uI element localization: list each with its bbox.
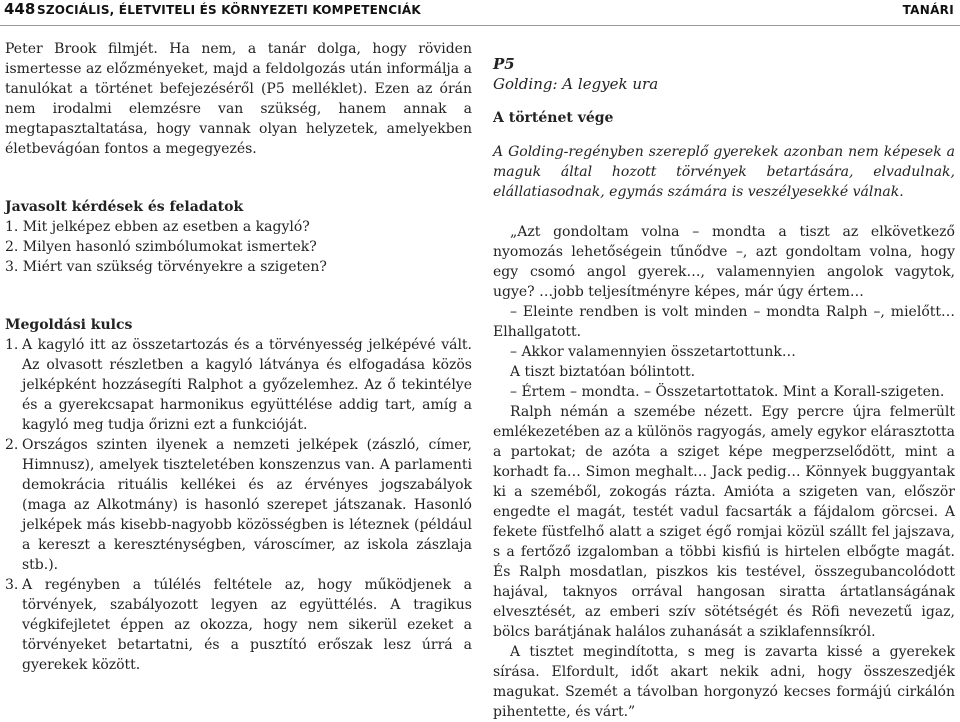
audience-label: TANÁRI (902, 3, 954, 17)
list-item: 3. Miért van szükség törvényekre a szigeten? (5, 259, 327, 275)
appendix-subtitle: A történet vége (493, 110, 614, 126)
story-paragraph: Ralph némán a szemébe nézett. Egy percre újra felmerült emlékezetében az a különös ragyogás, amely egykor elárasztotta a partokat; de azóta a sziget képe megperzselődött, mint a korhadt fa… Simon meghalt… Jack pedig… Könnyek buggyantak ki a szeméből, zokogás rázta. Amióta a szigeten van, először engedte el magát, testét vadul facsarták a fájdalom görcsei. A fekete füstfelhő alatt a sziget égő romjai közül szállt fel jajszava, s a fertőző izgalomban a többi kisfiú is hirtelen elbőgte magát. És Ralph mosdatlan, piszkos kis testével, összegubancolódott hajával, taknyos orrával hangosan siratta ártatlanságának elvesztését, az emberi szív sötétségét és Röfi nevezetű igaz, bölcs barátjának halálos zuhanását a sziklafennsíkról. (493, 404, 955, 640)
page-header (0, 0, 960, 26)
solutions-heading: Megoldási kulcs (5, 317, 133, 333)
item-text: A kagyló itt az összetartozás és a törvényesség jelképévé vált. Az olvasott részletben a kagyló látványa és elfogadása közös jelképként hozzásegíti Ralphot a győzelemhez. Az ő tekintélye és a gyerekcsapat harmonikus együttélése addig tart, amíg a kagyló meg tudja őrizni ezt a funkcióját. (22, 337, 472, 433)
section-title: SZOCIÁLIS, ÉLETVITELI ÉS KÖRNYEZETI KOMPETENCIÁK (37, 3, 421, 17)
item-number: 1. (5, 337, 19, 353)
intro-paragraph: Peter Brook filmjét. Ha nem, a tanár dolga, hogy röviden ismertesse az előzményeket, majd a feldolgozás után informálja a tanulókat a történet befejezéséről (P5 melléklet). Ezen az órán nem irodalmi elemzésre van szükség, hanem annak a megtapasztaltatása, hogy vannak olyan helyzetek, amelyekben életbevágóan fontos a megegyezés. (5, 41, 472, 157)
item-text: Országos szinten ilyenek a nemzeti jelképek (zászló, címer, Himnusz), amelyek tiszteletében konszenzus van. A parlamenti demokrácia rituális kellékei és az érvényes jogszabályok (maga az Alkotmány) is hasonló szerepet játszanak. Hasonló jelképek más kisebb-nagyobb közösségben is léteznek (például a kereszt a kereszténységben, városcímer, az iskola zászlaja stb.). (22, 437, 472, 573)
item-number: 2. (5, 437, 19, 453)
page-number: 448 (4, 0, 36, 18)
questions-heading: Javasolt kérdések és feladatok (5, 199, 244, 215)
story-paragraph: A tisztet megindította, s meg is zavarta kissé a gyerekek sírása. Elfordult, időt akart nekik adni, hogy összeszedjék magukat. Szemét a távolban horgonyzó kecses formájú cirkálón pihentette, és várt.” (493, 644, 955, 720)
appendix-title: Golding: A legyek ura (493, 75, 659, 93)
story-paragraph: A tiszt biztatóan bólintott. (510, 364, 696, 380)
list-item: 1. Mit jelképez ebben az esetben a kagyló? (5, 219, 310, 235)
item-number: 3. (5, 577, 19, 593)
story-paragraph: – Akkor valamennyien összetartottunk… (510, 344, 796, 360)
list-item: 2. Milyen hasonló szimbólumokat ismertek? (5, 239, 317, 255)
story-paragraph: „Azt gondoltam volna – mondta a tiszt az elkövetkező nyomozás lehetőségein tűnődve –, azt gondoltam volna, hogy egy csomó angol gyerek…, valamennyien angolok vagytok, ugye? …jobb teljesítményre képes, már úgy értem… (493, 224, 955, 300)
questions-list (5, 217, 472, 277)
story-paragraph: – Értem – mondta. – Összetartottatok. Mint a Korall-szigeten. (510, 384, 945, 400)
list-item (5, 575, 472, 675)
right-column (493, 54, 955, 722)
story-paragraph: – Eleinte rendben is volt minden – mondta Ralph –, mielőtt… Elhallgatott. (493, 304, 955, 340)
item-text: A regényben a túlélés feltétele az, hogy működjenek a törvények, szabályozott legyen az együttélés. A tragikus végkifejletet éppen az okozza, hogy nem sikerül ezeket a törvényeket betartatni, és a pusztító erőszak lesz úrrá a gyerekek között. (22, 577, 472, 673)
appendix-label: P5 (493, 55, 515, 73)
solutions-list (5, 335, 472, 675)
story-excerpt (493, 222, 955, 722)
list-item (5, 435, 472, 575)
left-column (5, 39, 472, 675)
appendix-intro: A Golding-regényben szereplő gyerekek azonban nem képesek a maguk által hozott törvények betartására, elvadulnak, elállatiasodnak, egymás számára is veszélyesekké válnak. (493, 144, 955, 200)
list-item (5, 335, 472, 435)
